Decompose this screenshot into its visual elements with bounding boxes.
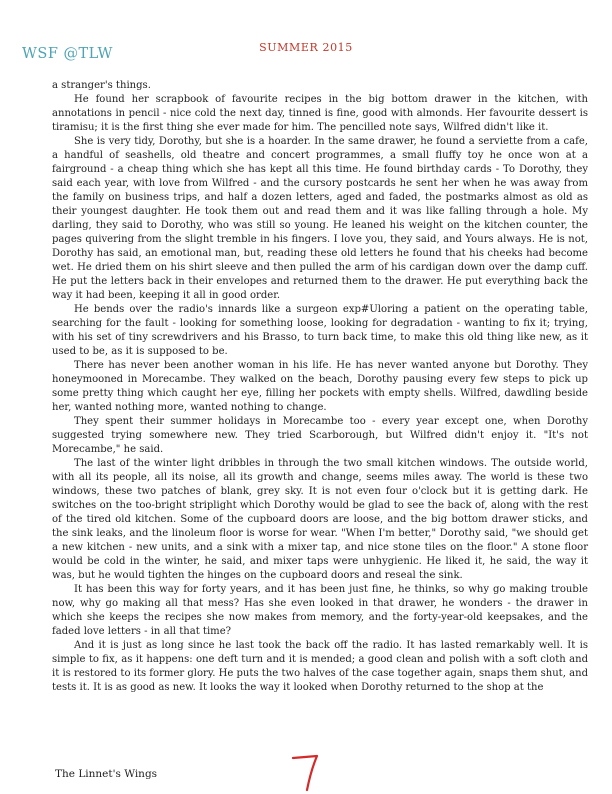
paragraph: There has never been another woman in his life. He has never wanted anyone but Dorothy. They honeymooned in Morecambe. They walked on the beach, Dorothy pausing every few steps to pick up some pretty thing which caught her eye, filling her pockets with empty shells. Wilfred, dawdling beside her, wanted nothing more, wanted nothing to change. <box>52 360 588 413</box>
paragraph: It has been this way for forty years, and it has been just fine, he thinks, so why go making trouble now, why go making all that mess? Has she even looked in that drawer, he wonders - the drawer in which she keeps the recipes she now makes from memory, and the forty-year-old keepsakes, and the faded love letters - in all that time? <box>52 584 588 637</box>
paragraph: The last of the winter light dribbles in through the two small kitchen windows. The outside world, with all its people, all its noise, all its growth and change, seems miles away. The world is these two windows, these two patches of blank, grey sky. It is not even four o'clock but it is getting dark. He switches on the too-bright striplight which Dorothy would be glad to see the back of, along with the rest of the tired old kitchen. Some of the cupboard doors are loose, and the big bottom drawer sticks, and the sink leaks, and the linoleum floor is worse for wear. "When I'm better," Dorothy said, "we should get a new kitchen - new units, and a sink with a mixer tap, and nice stone tiles on the floor." A stone floor would be cold in the winter, he said, and mixer taps were unhygienic. He liked it, he said, the way it was, but he would tighten the hinges on the cupboard doors and reseal the sink. <box>52 458 588 581</box>
paragraph: a stranger's things. <box>52 80 151 91</box>
paragraph: He bends over the radio's innards like a surgeon exp#Uloring a patient on the operating table, searching for the fault - looking for something loose, looking for degradation - wanting to fix it; trying, with his set of tiny screwdrivers and his Brasso, to turn back time, to make this old thing like new, as it used to be, as it is supposed to be. <box>52 304 588 357</box>
story-body <box>52 79 588 695</box>
paragraph: They spent their summer holidays in Morecambe too - every year except one, when Dorothy suggested trying somewhere new. They tried Scarborough, but Wilfred didn't enjoy it. "It's not Morecambe," he said. <box>52 416 588 455</box>
issue-season-header: SUMMER 2015 <box>259 41 353 54</box>
page-number <box>286 752 326 794</box>
paragraph: He found her scrapbook of favourite recipes in the big bottom drawer in the kitchen, with annotations in pencil - nice cold the next day, tinned is fine, good with almonds. Her favourite dessert is tiramisu; it is the first thing she ever made for him. The pencilled note says, Wilfred didn't like it. <box>52 94 588 133</box>
paragraph: She is very tidy, Dorothy, but she is a hoarder. In the same drawer, he found a serviette from a cafe, a handful of seashells, old theatre and concert programmes, a small fluffy toy he once won at a fairground - a cheap thing which she has kept all this time. He found birthday cards - To Dorothy, they said each year, with love from Wilfred - and the cursory postcards he sent her when he was away from the family on business trips, and half a dozen letters, aged and faded, the postmarks almost as old as their youngest daughter. He took them out and read them and it was like falling through a hole. My darling, they said to Dorothy, who was still so young. He leaned his weight on the kitchen counter, the pages quivering from the slight tremble in his fingers. I love you, they said, and Yours always. He is not, Dorothy has said, an emotional man, but, reading these old letters he found that his cheeks had become wet. He dried them on his shirt sleeve and then pulled the arm of his cardigan down over the damp cuff. He put the letters back in their envelopes and returned them to the drawer. He put everything back the way it had been, keeping it all in good order. <box>52 136 588 301</box>
publication-name: The Linnet's Wings <box>55 768 158 780</box>
paragraph: And it is just as long since he last took the back off the radio. It has lasted remarkably well. It is simple to fix, as it happens: one deft turn and it is mended; a good clean and polish with a soft cloth and it is restored to its former glory. He puts the two halves of the case together again, snaps them shut, and tests it. It is as good as new. It looks the way it looked when Dorothy returned to the shop at the <box>52 640 588 693</box>
magazine-header-title: WSF @TLW <box>22 46 113 62</box>
page-number-glyph <box>293 756 317 790</box>
